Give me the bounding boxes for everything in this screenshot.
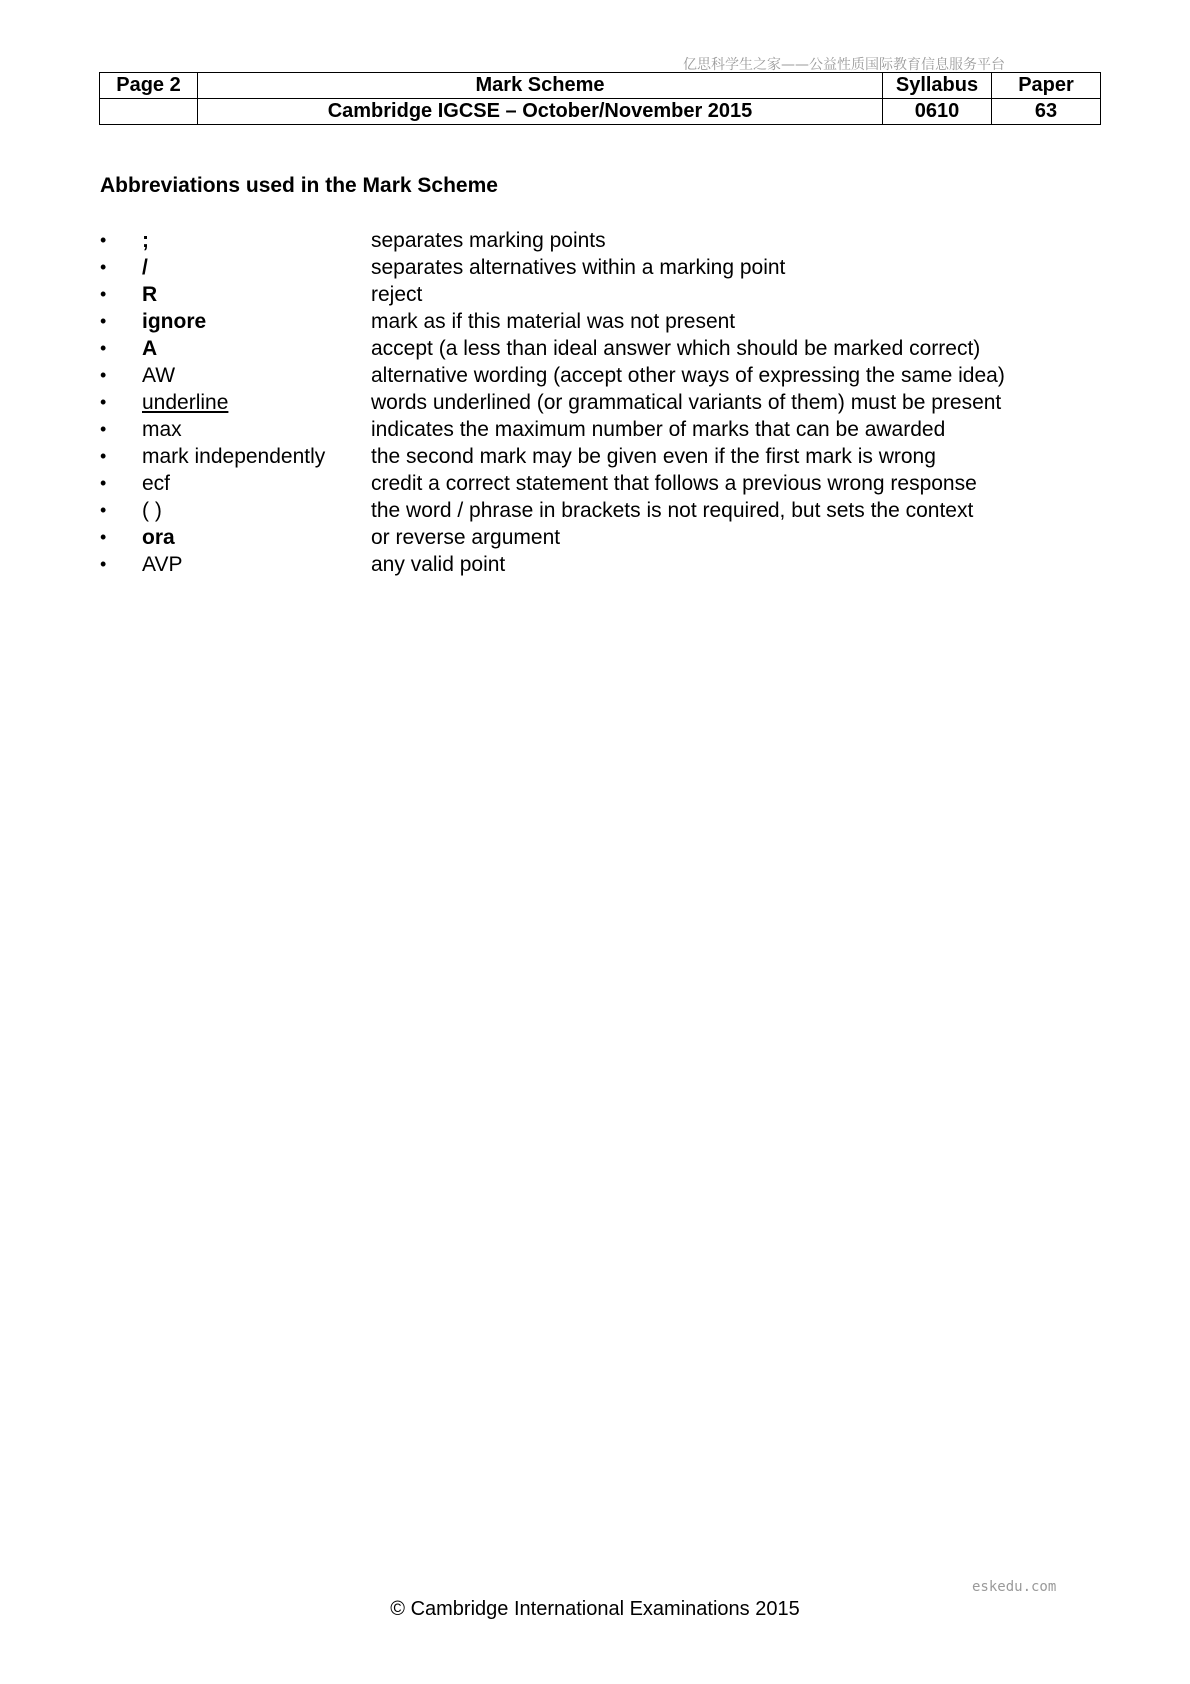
syllabus-label: Syllabus xyxy=(883,73,992,99)
abbreviation-description: separates alternatives within a marking point xyxy=(371,256,786,279)
bullet-icon: • xyxy=(100,365,107,385)
abbreviation-term: ; xyxy=(142,229,149,252)
abbreviation-description: mark as if this material was not present xyxy=(371,310,736,333)
abbreviation-description: alternative wording (accept other ways of expressing the same idea) xyxy=(371,364,1005,387)
abbreviation-term: ora xyxy=(142,526,175,549)
abbreviation-description: any valid point xyxy=(371,553,506,576)
bullet-icon: • xyxy=(100,554,107,574)
abbreviation-term: underline xyxy=(142,391,229,414)
bullet-icon: • xyxy=(100,446,107,466)
bullet-icon: • xyxy=(100,257,107,277)
bullet-icon: • xyxy=(100,527,107,547)
abbreviation-term: A xyxy=(142,337,158,360)
paper-number: 63 xyxy=(992,99,1101,125)
header-row-1 xyxy=(100,73,1101,99)
bullet-icon: • xyxy=(100,230,107,250)
syllabus-code: 0610 xyxy=(883,99,992,125)
abbreviation-description: words underlined (or grammatical variants of them) must be present xyxy=(371,391,1002,414)
abbreviation-description: or reverse argument xyxy=(371,526,561,549)
abbreviation-description: indicates the maximum number of marks that can be awarded xyxy=(371,418,946,441)
bullet-icon: • xyxy=(100,284,107,304)
bullet-icon: • xyxy=(100,392,107,412)
page-number-empty xyxy=(100,99,198,125)
paper-label: Paper xyxy=(992,73,1101,99)
header-row-2 xyxy=(100,99,1101,125)
watermark-top: 亿思科学生之家——公益性质国际教育信息服务平台 xyxy=(683,57,1005,73)
abbreviation-description: the second mark may be given even if the first mark is wrong xyxy=(371,445,936,468)
bullet-icon: • xyxy=(100,500,107,520)
document-title: Mark Scheme xyxy=(198,73,883,99)
abbreviation-term: R xyxy=(142,283,158,306)
bullet-icon: • xyxy=(100,311,107,331)
abbreviation-description: the word / phrase in brackets is not required, but sets the context xyxy=(371,499,974,522)
abbreviation-description: credit a correct statement that follows a previous wrong response xyxy=(371,472,977,495)
abbreviation-description: accept (a less than ideal answer which should be marked correct) xyxy=(371,337,981,360)
abbreviation-term: / xyxy=(142,256,148,279)
abbreviation-term: AW xyxy=(142,364,176,387)
abbreviation-term: ( ) xyxy=(142,499,162,522)
abbreviation-description: reject xyxy=(371,283,423,306)
abbreviation-term: ignore xyxy=(142,310,207,333)
copyright-footer: © Cambridge International Examinations 2015 xyxy=(390,1598,800,1620)
bullet-icon: • xyxy=(100,473,107,493)
page-number: Page 2 xyxy=(100,73,198,99)
section-title: Abbreviations used in the Mark Scheme xyxy=(100,174,498,197)
abbreviation-term: mark independently xyxy=(142,445,326,468)
exam-session: Cambridge IGCSE – October/November 2015 xyxy=(198,99,883,125)
abbreviation-description: separates marking points xyxy=(371,229,606,252)
abbreviation-term: AVP xyxy=(142,553,183,576)
bullet-icon: • xyxy=(100,419,107,439)
abbreviation-term: max xyxy=(142,418,182,441)
abbreviation-term: ecf xyxy=(142,472,171,495)
header-table xyxy=(99,72,1101,125)
watermark-bottom: eskedu.com xyxy=(972,1579,1057,1595)
bullet-icon: • xyxy=(100,338,107,358)
